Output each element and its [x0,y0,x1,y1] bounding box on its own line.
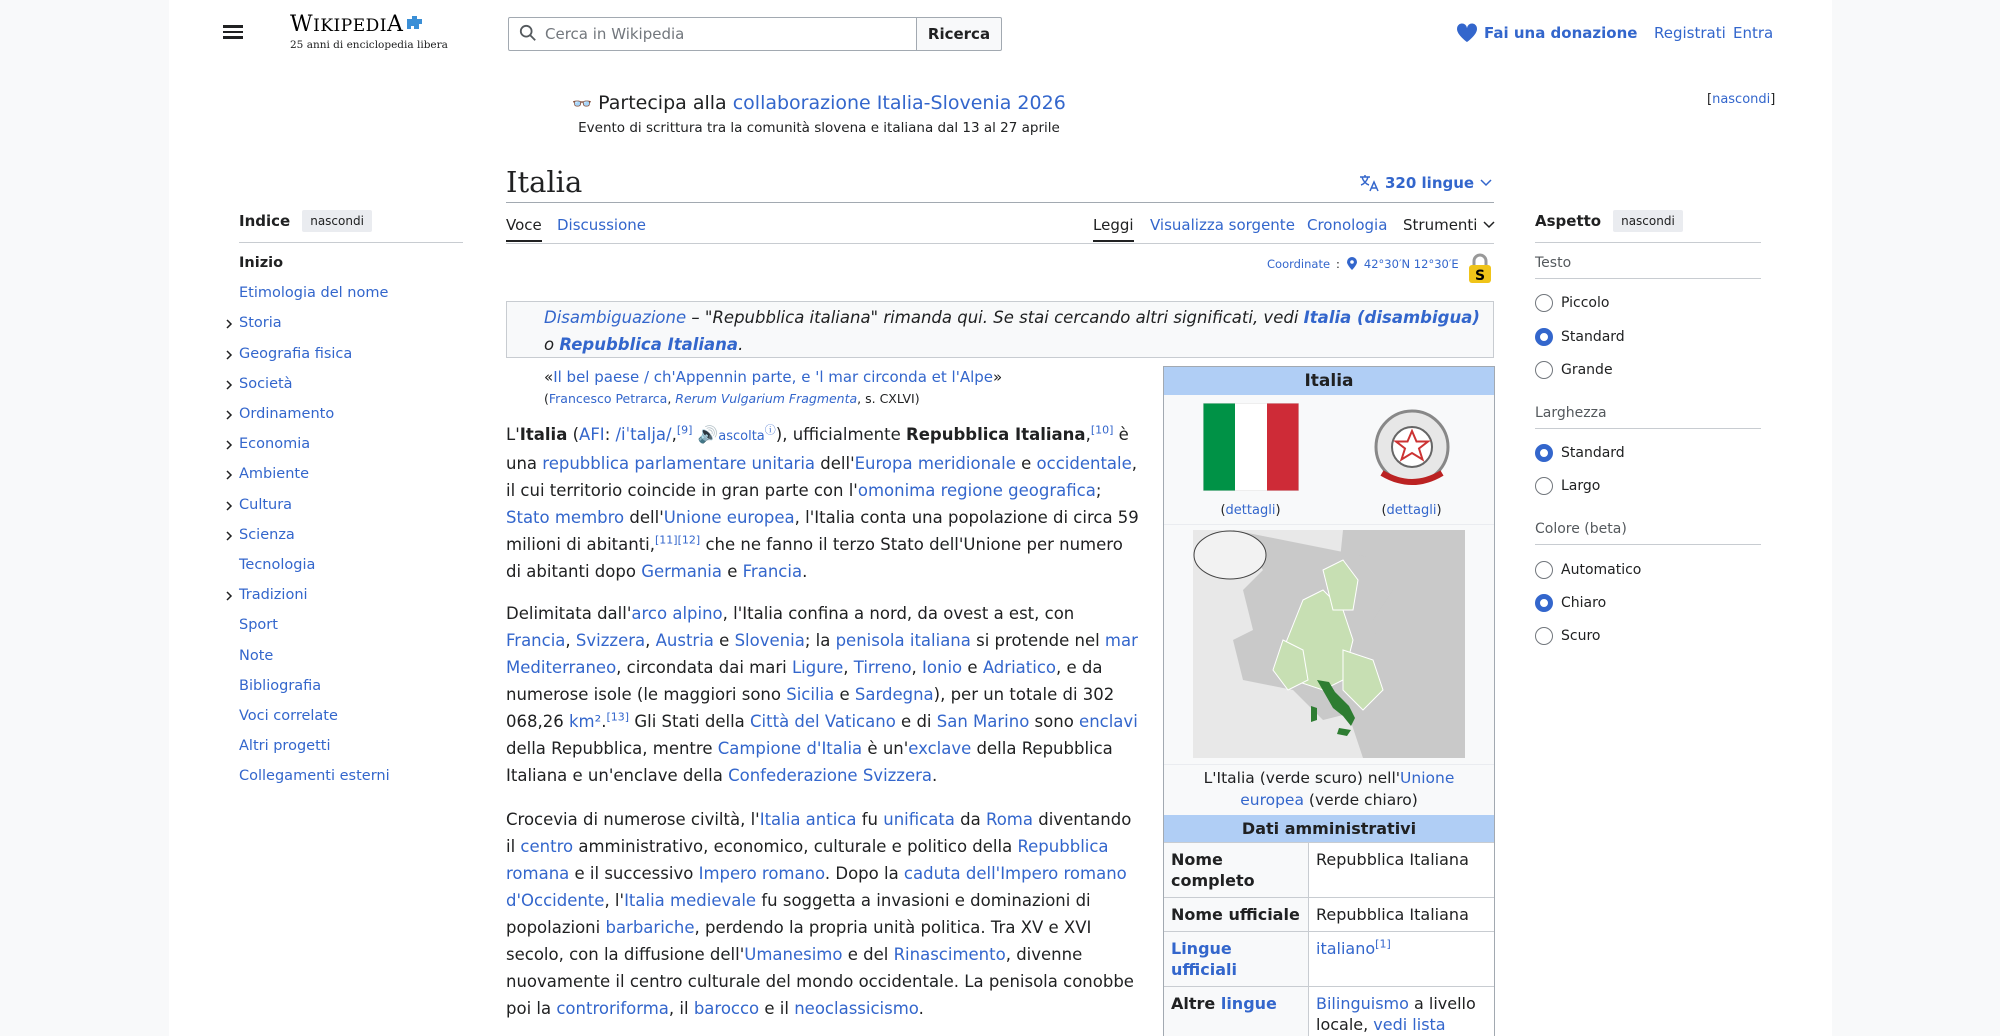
row-key-link[interactable]: lingue [1220,994,1277,1013]
page-container [169,0,1832,1036]
wikipedia-logo[interactable] [290,12,450,51]
link[interactable]: km² [568,712,602,731]
link[interactable]: Slovenia [734,631,805,650]
puzzle-icon [405,13,425,33]
tab-visualizza-sorgente[interactable]: Visualizza sorgente [1150,216,1295,234]
text-size-label: Testo [1535,255,1572,271]
link[interactable]: mar Mediterraneo [506,631,1138,677]
link[interactable]: Europa meridionale [854,454,1016,473]
radio-label: Largo [1561,478,1601,494]
toc-item[interactable]: Altri progetti [239,738,331,755]
link[interactable]: Ligure [791,658,844,677]
chevron-right-icon[interactable] [224,470,234,480]
wordmark [290,12,450,37]
link[interactable]: Italia medievale [624,891,757,910]
radio-label: Automatico [1561,562,1642,578]
link[interactable]: Campione d'Italia [717,739,863,758]
search-input[interactable] [508,17,917,51]
link[interactable]: Ionio [922,658,963,677]
chevron-right-icon[interactable] [224,501,234,511]
toc-item[interactable]: Cultura [239,496,293,513]
europe-map-image [1193,530,1465,758]
radio-text-small[interactable] [1535,294,1609,312]
link[interactable]: repubblica parlamentare unitaria [542,454,816,473]
toc-hide-button[interactable]: nascondi [302,210,372,232]
ref[interactable]: [9] [676,423,693,437]
row-value: Repubblica Italiana [1309,843,1494,897]
semi-protection-lock-icon[interactable] [1467,252,1493,284]
chevron-right-icon[interactable] [224,591,234,601]
toc-item[interactable]: Tradizioni [239,587,308,604]
infobox-row-lingue-ufficiali [1164,931,1494,986]
paragraph-borders: Delimitata dall'arco alpino, l'Italia confina a nord, da ovest a est, con Francia, Svizzera, Austria e Slovenia; la penisola italiana si protende nel mar Mediterraneo, circondata dai mari Ligure, Tirreno, Ionio e Adriatico, e da numerose isole (le maggiori sono Sicilia e Sardegna), per un totale di 302 068,26 km².[13] Gli Stati della Città del Vaticano e di San Marino sono enclavi della Repubblica, mentre Campione d'Italia è un'exclave della Repubblica Italiana e un'enclave della Confederazione Svizzera. [506,604,1138,785]
hatnote [506,301,1494,358]
toc-item[interactable]: Sport [239,617,278,634]
emblem-symbol: (dettagli) [1368,403,1456,518]
donate-link[interactable] [1456,23,1637,43]
speaker-icon[interactable]: 🔊 [697,425,719,444]
coordinates-value[interactable]: 42°30′N 12°30′E [1363,257,1459,271]
radio-circle [1535,294,1553,312]
link[interactable]: Francia [506,631,566,650]
radio-circle-checked [1535,444,1553,462]
radio-text-large[interactable] [1535,361,1613,379]
toc-item[interactable]: Collegamenti esterni [239,768,390,785]
page-title: Italia [506,165,583,199]
ref[interactable]: [11] [655,533,678,547]
link[interactable]: caduta dell'Impero romano d'Occidente [506,864,1127,910]
emblem-details-link[interactable]: dettagli [1386,503,1437,518]
appearance-title: Aspetto [1535,212,1602,230]
heart-icon [1456,23,1478,43]
title-divider [506,202,1494,203]
login-link[interactable]: Entra [1733,24,1774,42]
row-key: Nome ufficiale [1164,898,1309,931]
tab-cronologia[interactable]: Cronologia [1307,216,1388,234]
ref[interactable]: [13] [606,710,630,724]
chevron-down-icon [1483,221,1495,229]
radio-circle [1535,477,1553,495]
link[interactable]: Sicilia [786,685,835,704]
row-value-link[interactable]: italiano [1316,939,1376,958]
toc-item[interactable]: Note [239,647,274,664]
tools-label: Strumenti [1403,216,1478,234]
toc-item[interactable]: Etimologia del nome [239,285,389,302]
hatnote-link-disambiguazione[interactable]: Disambiguazione [544,308,687,327]
link[interactable]: /iˈtalja/ [615,425,672,444]
toc-item[interactable]: Ordinamento [239,406,335,422]
toc-item[interactable]: Scienza [239,526,295,543]
radio-label: Grande [1561,362,1613,378]
quote-work-link[interactable]: Rerum Vulgarium Fragmenta [675,391,858,406]
main-menu-button[interactable] [221,22,245,46]
row-key: Nome completo [1164,843,1309,897]
register-link[interactable]: Registrati [1654,24,1726,42]
quote-ref: , s. CXLVI) [857,391,920,406]
radio-circle [1535,561,1553,579]
link[interactable]: centro [520,837,574,856]
wordmark-initial: W [290,12,314,37]
toc-item[interactable]: Bibliografia [239,677,322,694]
text-size-divider [1535,278,1761,279]
toc-title: Indice [239,212,291,230]
ref[interactable]: [10] [1090,423,1114,437]
link[interactable]: Stato membro [506,508,625,527]
tab-voce[interactable]: Voce [506,216,542,242]
link[interactable]: neoclassicismo [794,999,919,1018]
infobox-section-title: Dati amministrativi [1164,815,1494,842]
radio-label: Scuro [1561,628,1601,644]
link[interactable]: Tirreno [853,658,912,677]
svg-text:S: S [1474,268,1486,284]
row-key-text: Altre [1171,994,1221,1013]
link[interactable]: barocco [693,999,760,1018]
location-map[interactable] [1164,525,1494,765]
infobox-row-nome-ufficiale [1164,897,1494,931]
glasses-icon: 👓 [572,94,593,113]
chevron-down-icon [1480,179,1492,187]
chevron-right-icon[interactable] [224,319,234,329]
italian-flag-image[interactable] [1203,403,1299,491]
row-value-link[interactable]: Bilinguismo [1316,994,1409,1013]
language-button[interactable] [1359,174,1492,192]
toc-item[interactable]: Inizio [239,255,284,271]
tabs-divider [506,243,1494,244]
tools-menu[interactable] [1403,216,1495,240]
radio-text-standard[interactable] [1535,328,1625,346]
link[interactable]: Francia [742,562,803,581]
search-icon [519,24,537,42]
radio-width-large[interactable] [1535,477,1600,495]
coordinates-label[interactable]: Coordinate [1267,257,1331,271]
map-caption [1164,765,1494,815]
banner-link[interactable]: collaborazione Italia-Slovenia 2026 [732,92,1066,114]
link[interactable]: barbariche [605,918,695,937]
central-notice [469,92,1169,136]
paragraph-history: Crocevia di numerose civiltà, l'Italia antica fu unificata da Roma diventando il centro amministrativo, economico, culturale e politico della Repubblica romana e il successivo Impero romano. Dopo la caduta dell'Impero romano d'Occidente, l'Italia medievale fu soggetta a invasioni e dominazioni di popolazioni barbariche, perdendo la propria unità politica. Tra XV e XVI secolo, con la diffusione dell'Umanesimo e del Rinascimento, divenne nuovamente il centro culturale del mondo occidentale. La penisola conobbe poi la controriforma, il barocco e il neoclassicismo. [506,810,1134,1018]
link[interactable]: Confederazione Svizzera [728,766,933,785]
radio-circle-checked [1535,594,1553,612]
flag-symbol: (dettagli) [1203,403,1299,518]
link[interactable]: exclave [908,739,972,758]
chevron-right-icon[interactable] [224,350,234,360]
flag-details-link[interactable]: dettagli [1225,503,1276,518]
hatnote-link-italia-disambigua[interactable]: Italia (disambigua) [1303,308,1480,327]
map-pin-icon[interactable] [1346,257,1358,271]
infobox-symbols [1164,395,1494,525]
row-value: Repubblica Italiana [1309,898,1494,931]
link[interactable]: Roma [985,810,1033,829]
link[interactable]: Adriatico [982,658,1056,677]
toc-item[interactable]: Società [239,375,293,392]
search-form [508,17,1002,51]
toc-item[interactable]: Storia [239,315,282,332]
radio-circle-checked [1535,328,1553,346]
appearance-divider [1535,242,1761,243]
link[interactable]: San Marino [936,712,1030,731]
link[interactable]: ascolta [718,429,765,444]
radio-color-light[interactable] [1535,594,1606,612]
color-label: Colore (beta) [1535,521,1627,537]
toc-divider [239,242,463,243]
row-key [1164,987,1309,1036]
hatnote-end: . [738,335,744,354]
link[interactable]: Germania [641,562,722,581]
link[interactable]: enclavi [1079,712,1138,731]
quote-author-link[interactable]: Francesco Petrarca [548,391,668,406]
emblem-of-italy-image[interactable] [1368,403,1456,495]
language-count: 320 lingue [1385,174,1475,192]
donate-label: Fai una donazione [1484,24,1638,42]
link[interactable]: penisola italiana [835,631,971,650]
infobox-row-nome-completo [1164,842,1494,897]
toc-item[interactable]: Ambiente [239,466,309,483]
radio-circle [1535,627,1553,645]
chevron-right-icon[interactable] [224,440,234,450]
radio-color-dark[interactable] [1535,627,1600,645]
row-value-text: a livello locale, [1316,994,1476,1034]
caption-text: L'Italia (verde scuro) nell' [1203,769,1401,787]
quote-link[interactable]: Il bel paese / ch'Appennin parte, e 'l mar circonda et l'Alpe [553,368,994,386]
infobox-row-altre-lingue [1164,986,1494,1036]
toc-item[interactable]: Geografia fisica [239,345,353,362]
search-button[interactable]: Ricerca [917,17,1002,51]
ref[interactable]: [1] [1375,937,1391,951]
link[interactable]: Italia antica [759,810,857,829]
infobox [1163,366,1495,1036]
toc-item[interactable]: Economia [239,436,311,453]
row-value-link[interactable]: vedi lista [1373,1015,1446,1034]
tab-discussione[interactable]: Discussione [557,216,646,234]
link[interactable]: AFI [579,425,605,444]
row-key-link[interactable]: Lingue ufficiali [1164,932,1309,986]
paragraph-intro: L'Italia (AFI: /iˈtalja/,[9] 🔊ascoltaⓘ), ufficialmente Repubblica Italiana,[10] è una repubblica parlamentare unitaria dell'Europa meridionale e occidentale, il cui territorio coincide in gran parte con l'omonima regione geografica; Stato membro dell'Unione europea, l'Italia conta una popolazione di circa 59 milioni di abitanti,[11][12] che ne fanno il terzo Stato dell'Unione per numero di abitanti dopo Germania e Francia. [506,423,1139,581]
link[interactable]: omonima regione geografica [857,481,1096,500]
link[interactable]: Rinascimento [893,945,1006,964]
link[interactable]: Sardegna [854,685,934,704]
ref[interactable]: [12] [677,533,701,547]
appearance-hide-button[interactable]: nascondi [1613,210,1683,232]
appearance-header [1535,210,1683,232]
radio-label: Chiaro [1561,595,1607,611]
banner-hide: [nascondi] [1707,92,1776,107]
chevron-right-icon[interactable] [224,410,234,420]
radio-circle [1535,361,1553,379]
link[interactable]: Umanesimo [744,945,843,964]
quote: «Il bel paese / ch'Appennin parte, e 'l mar circonda et l'Alpe» (Francesco Petrarca, Rerum Vulgarium Fragmenta, s. CXLVI) [544,368,1003,406]
translate-icon [1359,174,1379,192]
toc-item[interactable]: Tecnologia [239,557,316,573]
coordinates: Coordinate : 42°30′N 12°30′E [1267,257,1459,271]
tagline: 25 anni di enciclopedia libera [290,39,448,51]
hatnote-text: – "Repubblica italiana" rimanda qui. Se stai cercando altri significati, vedi [686,308,1304,327]
link[interactable]: controriforma [556,999,669,1018]
banner-lead: Partecipa alla [598,92,727,114]
wordmark-middle: IKIPEDI [313,16,387,36]
toc-item[interactable]: Voci correlate [239,708,338,724]
color-divider [1535,544,1761,545]
wordmark-final: A [386,12,404,37]
link[interactable]: arco alpino [631,604,723,623]
link[interactable]: Impero romano [698,864,825,883]
radio-label: Piccolo [1561,295,1610,311]
link[interactable]: Repubblica romana [506,837,1109,883]
toc-header [239,210,372,232]
infobox-title: Italia [1164,367,1494,395]
hatnote-or: o [544,335,560,354]
link[interactable]: Austria [655,631,714,650]
radio-color-auto[interactable] [1535,561,1641,579]
caption-link-unione-europea[interactable]: Unione europea [1240,769,1455,809]
banner-subtitle: Evento di scrittura tra la comunità slovena e italiana dal 13 al 27 aprile [578,120,1060,136]
caption-text: (verde chiaro) [1303,791,1418,809]
width-divider [1535,428,1761,429]
link[interactable]: unificata [883,810,955,829]
banner-hide-link[interactable]: nascondi [1712,92,1771,107]
link[interactable]: occidentale [1036,454,1132,473]
hatnote-link-repubblica[interactable]: Repubblica Italiana [559,335,739,354]
chevron-right-icon[interactable] [224,531,234,541]
radio-label: Standard [1561,329,1625,345]
link[interactable]: Città del Vaticano [750,712,896,731]
chevron-right-icon[interactable] [224,380,234,390]
radio-label: Standard [1561,445,1625,461]
width-label: Larghezza [1535,405,1607,421]
radio-width-standard[interactable] [1535,444,1625,462]
link[interactable]: Unione europea [663,508,795,527]
link[interactable]: Svizzera [575,631,646,650]
tab-leggi[interactable]: Leggi [1093,216,1134,242]
row-value [1309,987,1494,1036]
row-value [1309,932,1494,986]
